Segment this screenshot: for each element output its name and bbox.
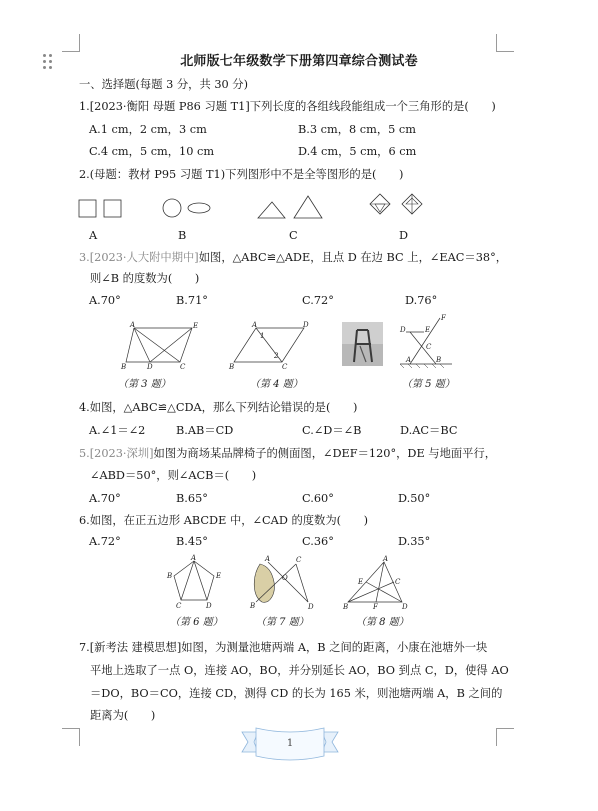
- q2-label-b: B: [178, 229, 187, 242]
- fig7-label: A: [265, 555, 271, 563]
- fig4-label: 1: [260, 332, 265, 340]
- chair-photo: [342, 322, 383, 366]
- fig8-label: B: [343, 603, 349, 611]
- fig5-label: E: [425, 326, 431, 334]
- q1-option-c: C.4 cm，5 cm，10 cm: [89, 145, 215, 158]
- fig6-label: A: [191, 554, 197, 562]
- figure-8: [342, 554, 410, 612]
- fig5-label: A: [406, 356, 412, 364]
- section-heading: 一、选择题(每题 3 分，共 30 分): [79, 78, 249, 91]
- q6-option-d: D.35°: [398, 535, 431, 548]
- page-number-badge: [240, 724, 340, 764]
- figure-6: [166, 554, 226, 612]
- fig7-label: C: [296, 556, 302, 564]
- fig4-label: A: [252, 321, 258, 329]
- page-number: 1: [286, 738, 294, 749]
- fig8-label: F: [373, 603, 378, 611]
- q1-option-a: A.1 cm，2 cm，3 cm: [89, 123, 207, 136]
- fig7-label: O: [282, 574, 288, 582]
- q7-text-cont: ＝DO，BO＝CO，连接 CD，测得 CD 的长为 165 米，则池塘两端 A，B 之间的: [90, 687, 503, 700]
- q3-option-c: C.72°: [302, 294, 334, 307]
- q1-option-d: D.4 cm，5 cm，6 cm: [298, 145, 417, 158]
- fig8-label: D: [402, 603, 408, 611]
- caption-q7: （第 7 题）: [256, 617, 309, 628]
- q5-option-b: B.65°: [176, 492, 208, 505]
- caption-q3: （第 3 题）: [118, 379, 171, 390]
- fig5-label: D: [400, 326, 406, 334]
- fig7-label: D: [308, 603, 314, 611]
- q3-source-tag: 3.[2023·人大附中期中]: [79, 251, 199, 264]
- q1-option-b: B.3 cm，8 cm，5 cm: [298, 123, 416, 136]
- fig3-label: D: [147, 363, 153, 371]
- question-7: 7.[新考法 建模思想]如图，为测量池塘两端 A，B 之间的距离，小康在池塘外一块: [79, 641, 488, 654]
- q5-option-a: A.70°: [89, 492, 121, 505]
- fig6-label: B: [167, 572, 173, 580]
- fig4-label: 2: [274, 352, 279, 360]
- q5-option-c: C.60°: [302, 492, 334, 505]
- q3-option-d: D.76°: [405, 294, 438, 307]
- fig3-label: B: [121, 363, 127, 371]
- figure-4: [226, 318, 310, 370]
- q4-option-b: B.AB＝CD: [176, 424, 234, 437]
- q2-label-c: C: [289, 229, 298, 242]
- caption-q4: （第 4 题）: [250, 379, 303, 390]
- q3-option-a: A.70°: [89, 294, 121, 307]
- q3-text-cont: 则∠B 的度数为( ): [90, 272, 200, 285]
- q4-option-c: C.∠D＝∠B: [302, 424, 362, 437]
- q5-text-cont: ∠ABD＝50°，则∠ACB＝( ): [90, 469, 257, 482]
- q6-option-b: B.45°: [176, 535, 208, 548]
- q6-option-c: C.36°: [302, 535, 334, 548]
- question-3: [79, 251, 507, 265]
- figure-3: [118, 318, 198, 370]
- fig4-label: C: [282, 363, 288, 371]
- fig3-label: A: [130, 321, 136, 329]
- figure-7: [248, 554, 314, 612]
- figure-5: [396, 312, 456, 372]
- fig8-label: A: [383, 555, 389, 563]
- q3-text: 如图，△ABC≌△ADE，且点 D 在边 BC 上，∠EAC＝38°，: [198, 251, 508, 264]
- fig3-label: E: [193, 322, 199, 330]
- page-title: 北师版七年级数学下册第四章综合测试卷: [180, 54, 418, 69]
- q4-option-a: A.∠1＝∠2: [89, 424, 146, 437]
- fig5-label: F: [441, 314, 446, 322]
- page-corner-mark: [62, 728, 80, 746]
- q2-figures: [78, 192, 428, 226]
- caption-q6: （第 6 题）: [170, 617, 223, 628]
- caption-q8: （第 8 题）: [356, 617, 409, 628]
- page-corner-mark: [496, 728, 514, 746]
- fig6-label: E: [216, 572, 222, 580]
- q7-text-cont: 平地上选取了一点 O，连接 AO，BO，并分别延长 AO，BO 到点 C，D，使得 AO: [90, 664, 509, 677]
- q2-label-d: D: [399, 229, 409, 242]
- q5-source-tag: 5.[2023·深圳]: [79, 447, 154, 460]
- question-2: 2.(母题：教材 P95 习题 T1)下列图形中不是全等图形的是( ): [79, 168, 404, 181]
- question-1: 1.[2023·衡阳 母题 P86 习题 T1]下列长度的各组线段能组成一个三角形的是( ): [79, 100, 496, 113]
- fig4-label: D: [303, 321, 309, 329]
- q4-option-d: D.AC＝BC: [400, 424, 458, 437]
- q5-option-d: D.50°: [398, 492, 431, 505]
- q6-option-a: A.72°: [89, 535, 121, 548]
- fig8-label: C: [395, 578, 401, 586]
- fig7-label: B: [250, 602, 256, 610]
- q5-text: 如图为商场某品牌椅子的侧面图，∠DEF＝120°，DE 与地面平行，: [153, 447, 497, 460]
- question-6: 6.如图，在正五边形 ABCDE 中，∠CAD 的度数为( ): [79, 514, 369, 527]
- fig8-label: E: [358, 578, 364, 586]
- fig3-label: C: [180, 363, 186, 371]
- fig6-label: C: [176, 602, 182, 610]
- question-4: 4.如图，△ABC≌△CDA，那么下列结论错误的是( ): [79, 401, 358, 414]
- caption-q5: （第 5 题）: [402, 379, 455, 390]
- fig5-label: B: [436, 356, 442, 364]
- fig4-label: B: [229, 363, 235, 371]
- fig5-label: C: [426, 343, 432, 351]
- q7-text-cont: 距离为( ): [90, 709, 156, 722]
- q2-label-a: A: [89, 229, 98, 242]
- q3-option-b: B.71°: [176, 294, 208, 307]
- fig6-label: D: [206, 602, 212, 610]
- question-5: [79, 447, 496, 461]
